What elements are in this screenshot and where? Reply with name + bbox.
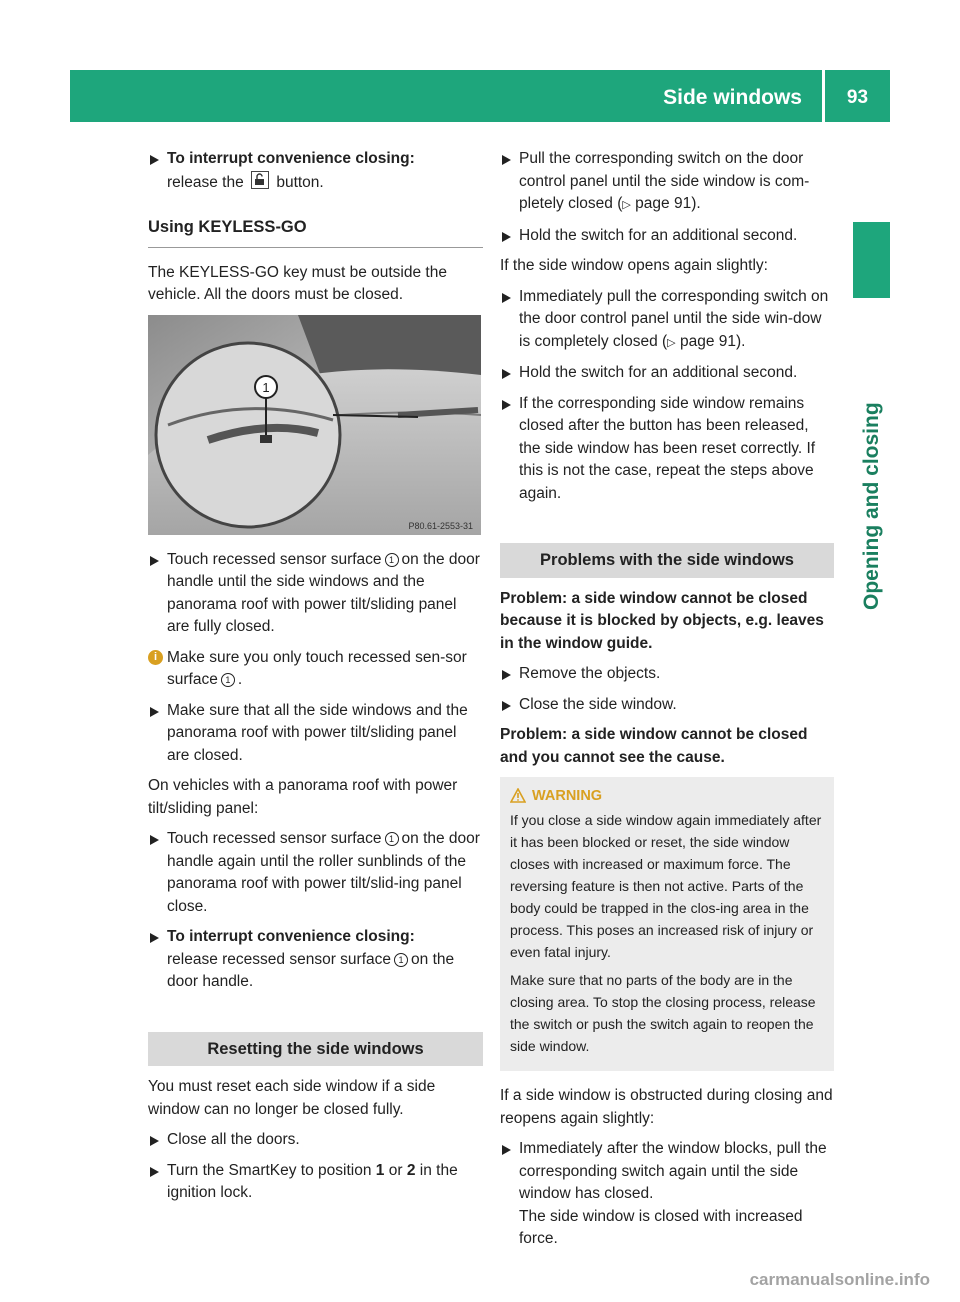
- step-text: Immediately pull the corresponding switch on the door control panel until the side win-dow is completely closed (: [519, 287, 829, 350]
- step-text: on the door handle again until the roller sunblinds of the panorama roof with power tilt/slid-ing panel close.: [167, 830, 480, 915]
- photo-code: P80.61-2553-31: [408, 520, 473, 531]
- step-text: Pull the corresponding switch on the door control panel until the side window is com-pletely closed (: [519, 150, 810, 212]
- page-title: Side windows: [663, 86, 802, 109]
- step-text: Touch recessed sensor surface: [167, 550, 382, 568]
- warning-title: [510, 785, 826, 807]
- section-resetting: Resetting the side windows: [148, 1032, 483, 1067]
- callout-1-icon: 1: [385, 553, 399, 567]
- step-text: on the door handle until the side windows and the panorama roof with power tilt/sliding panel are fully closed.: [167, 550, 480, 635]
- position-2: 2: [406, 1161, 416, 1179]
- problem-unknown: Problem: a side window cannot be closed and you cannot see the cause.: [500, 726, 808, 766]
- section-problems: Problems with the side windows: [500, 543, 834, 578]
- info-text: .: [237, 671, 243, 688]
- step-text: release the: [167, 173, 244, 191]
- step-touch-sensor-again: [148, 828, 483, 918]
- info-icon: i: [148, 650, 163, 665]
- warning-box: [500, 777, 834, 1071]
- step-text: button.: [276, 173, 324, 191]
- step-text: Turn the SmartKey to position: [167, 1161, 372, 1179]
- step-immediately-pull: [500, 286, 834, 355]
- step-remove-objects: Remove the objects.: [500, 663, 834, 686]
- step-text: Touch recessed sensor surface: [167, 830, 382, 847]
- callout-1-icon: 1: [394, 953, 408, 967]
- step-interrupt-closing-2: [148, 926, 483, 994]
- page-ref-arrow-icon: ▷: [667, 336, 676, 349]
- obstructed-paragraph: If a side window is obstructed during closing and reopens again slightly:: [500, 1087, 833, 1127]
- step-title: To interrupt convenience closing:: [167, 928, 415, 945]
- step-hold-switch-2: Hold the switch for an additional second.: [500, 362, 834, 385]
- step-close-doors: Close all the doors.: [148, 1129, 483, 1152]
- right-column: [500, 148, 834, 1259]
- warning-label: WARNING: [532, 788, 603, 804]
- step-pull-again: [500, 1138, 834, 1251]
- panorama-paragraph: On vehicles with a panorama roof with power tilt/sliding panel:: [148, 777, 458, 817]
- info-note: [148, 647, 483, 692]
- subheading-keyless-go: Using KEYLESS-GO: [148, 216, 483, 248]
- warning-triangle-icon: [510, 788, 526, 803]
- step-title: To interrupt convenience closing:: [167, 150, 415, 167]
- position-1: 1: [375, 1161, 385, 1179]
- unlock-icon: [251, 171, 269, 189]
- step-text: or: [388, 1161, 403, 1179]
- door-handle-photo: [148, 315, 481, 535]
- step-hold-switch: Hold the switch for an additional second.: [500, 225, 834, 248]
- step-text: ).: [691, 195, 701, 212]
- chapter-tab: [853, 222, 890, 298]
- chapter-label: [852, 300, 892, 620]
- reset-paragraph: You must reset each side window if a side window can no longer be closed fully.: [148, 1078, 436, 1118]
- step-reset-check: If the corresponding side window remains closed after the button has been released, the side window has been reset correctly. If this is not the case, repeat the steps above again.: [500, 393, 834, 506]
- chapter-label-text: Opening and closing: [860, 402, 883, 610]
- left-column: [148, 148, 483, 1213]
- step-close-window: Close the side window.: [500, 694, 834, 717]
- step-text: ).: [735, 332, 746, 350]
- intro-paragraph: The KEYLESS-GO key must be outside the vehicle. All the doors must be closed.: [148, 263, 447, 303]
- reopen-paragraph: If the side window opens again slightly:: [500, 257, 768, 274]
- info-text: Make sure you only touch recessed sen-sor surface: [167, 648, 467, 688]
- problem-blocked: Problem: a side window cannot be closed because it is blocked by objects, e.g. leaves in the window guide.: [500, 589, 824, 652]
- step-text: in the ignition lock.: [167, 1161, 458, 1201]
- header-bar: [70, 70, 890, 122]
- callout-1-icon: 1: [221, 673, 235, 687]
- step-check-closed: Make sure that all the side windows and the panorama roof with power tilt/sliding panel are closed.: [148, 700, 483, 768]
- page-number: 93: [846, 87, 869, 108]
- step-text: release recessed sensor surface: [167, 950, 392, 968]
- warning-text-1: If you close a side window again immediately after it has been blocked or reset, the side window closes with increased or maximum force. The reversing feature is then not active. Parts of the body could be trapped in the clos-ing area in the process. This poses an increased risk of injury or even fatal injury.: [510, 812, 822, 960]
- step-text: on the door handle.: [167, 950, 455, 990]
- car-door-illustration: [148, 315, 481, 535]
- step-touch-sensor: [148, 549, 483, 639]
- callout-1-icon: 1: [385, 832, 399, 846]
- page-reference[interactable]: page 91: [635, 195, 692, 212]
- page-ref-arrow-icon: ▷: [622, 199, 631, 211]
- page-reference[interactable]: page 91: [679, 332, 736, 350]
- callout-number: 1: [262, 379, 270, 395]
- step-text: Immediately after the window blocks, pull the corresponding switch again until the side window has closed.: [519, 1140, 827, 1202]
- warning-text-2: Make sure that no parts of the body are in the closing area. To stop the closing process, release the switch or push the switch again to reopen the side window.: [510, 972, 816, 1054]
- step-interrupt-closing: [148, 148, 483, 194]
- step-pull-switch: [500, 148, 834, 217]
- step-turn-key: [148, 1160, 483, 1205]
- step-text: The side window is closed with increased force.: [519, 1207, 803, 1247]
- watermark: carmanualsonline.info: [749, 1270, 930, 1289]
